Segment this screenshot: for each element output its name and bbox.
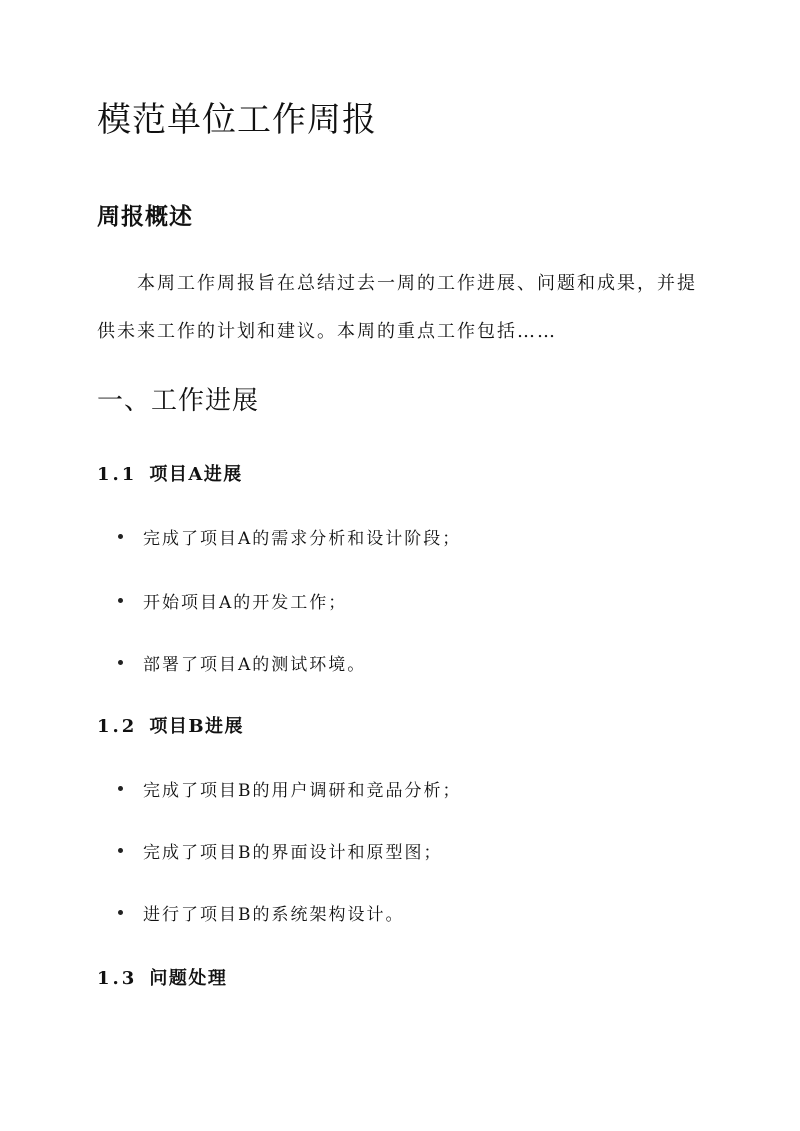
bullet-icon <box>118 534 123 539</box>
subsection-heading-issues <box>97 964 227 990</box>
list-item-text: 完成了项目B的界面设计和原型图； <box>143 843 443 863</box>
subsection-heading-project-a <box>97 460 243 486</box>
list-item <box>118 588 347 613</box>
bullet-icon <box>118 848 123 853</box>
section-heading-progress: 一、工作进展 <box>97 386 260 416</box>
bullet-icon <box>118 660 123 665</box>
overview-heading: 周报概述 <box>97 203 193 230</box>
subsection-heading-project-b <box>97 712 244 738</box>
list-item <box>118 776 462 801</box>
document-title: 模范单位工作周报 <box>97 100 377 140</box>
subsection-title: 项目B进展 <box>149 716 245 737</box>
list-item <box>118 838 443 863</box>
subsection-number: 1.2 <box>97 716 138 737</box>
list-item-text: 开始项目A的开发工作； <box>143 593 348 613</box>
list-item-text: 完成了项目A的需求分析和设计阶段； <box>143 529 462 549</box>
subsection-title: 问题处理 <box>149 968 228 989</box>
list-item <box>118 900 405 925</box>
list-item-text: 部署了项目A的测试环境。 <box>143 655 367 675</box>
list-item-text: 完成了项目B的用户调研和竞品分析； <box>143 781 462 801</box>
overview-paragraph: 本周工作周报旨在总结过去一周的工作进展、问题和成果，并提供未来工作的计划和建议。本周的重点工作包括…… <box>97 273 697 342</box>
subsection-title: 项目A进展 <box>149 464 243 485</box>
list-item <box>118 524 461 549</box>
list-item-text: 进行了项目B的系统架构设计。 <box>143 905 405 925</box>
list-item <box>118 650 366 675</box>
bullet-icon <box>118 598 123 603</box>
bullet-icon <box>118 786 123 791</box>
bullet-icon <box>118 910 123 915</box>
subsection-number: 1.1 <box>97 464 138 485</box>
subsection-number: 1.3 <box>97 968 138 989</box>
